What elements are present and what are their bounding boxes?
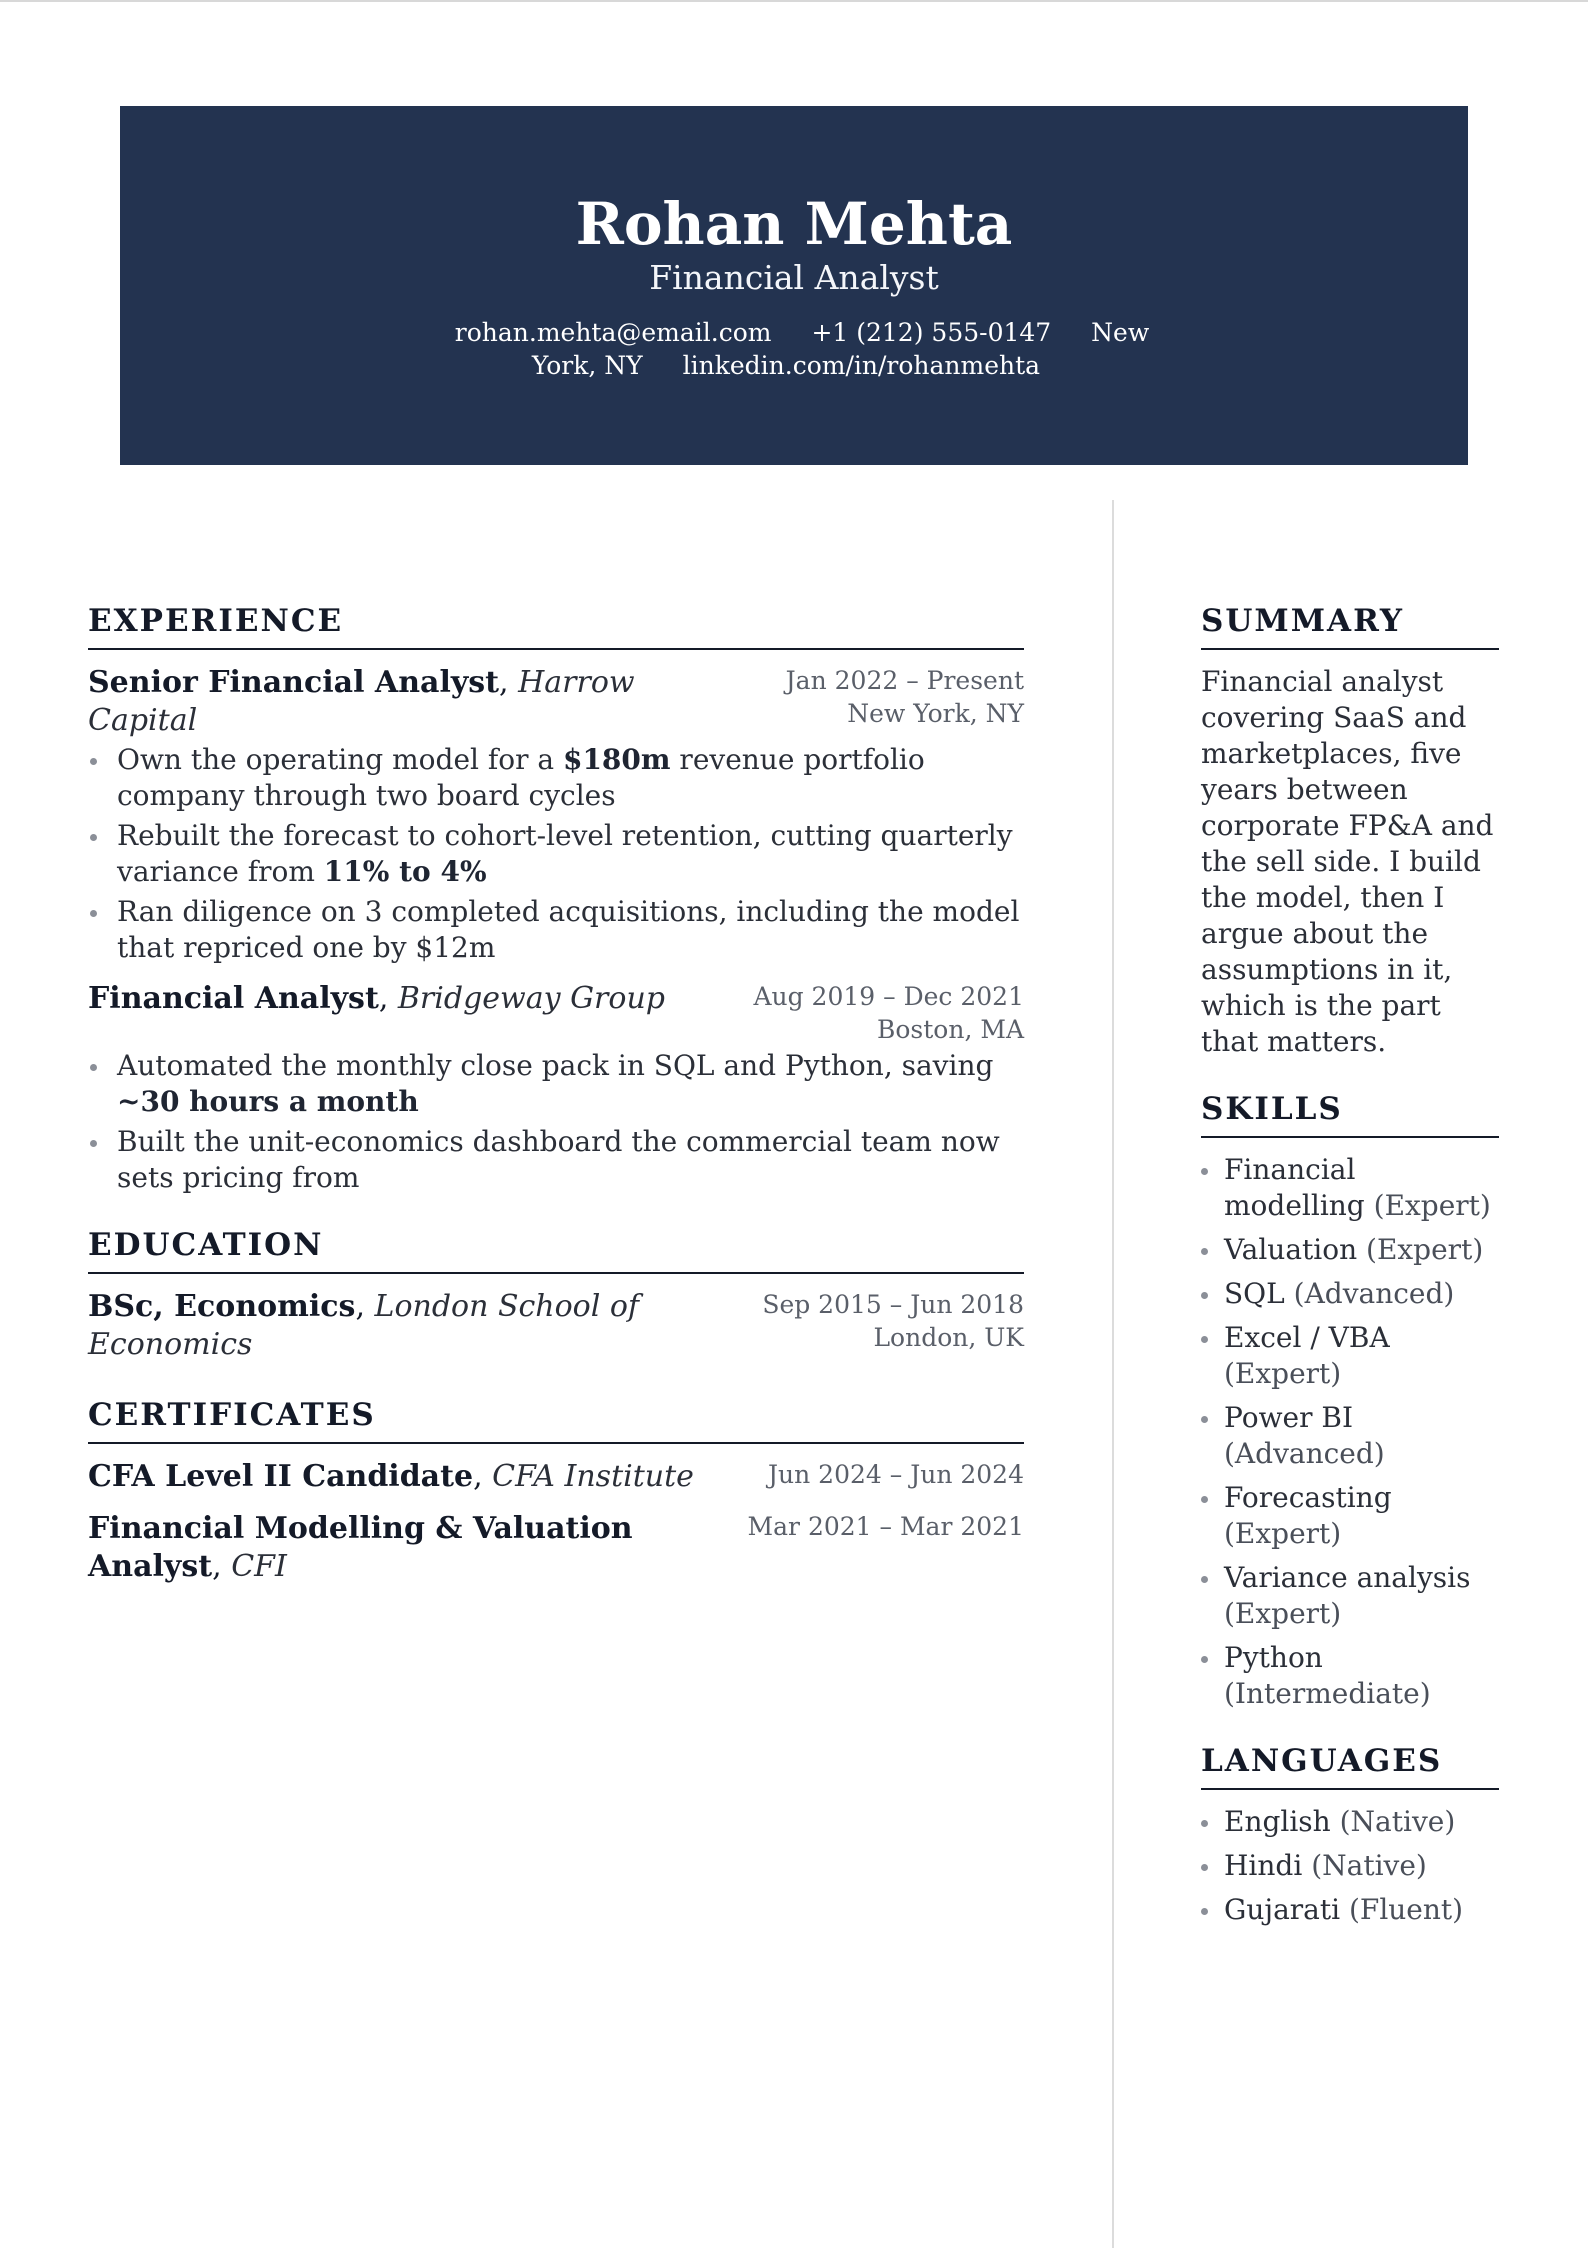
entry-role: CFA Level II Candidate, CFA Institute: [88, 1459, 694, 1494]
skill-item: Financial modelling (Expert): [1201, 1152, 1501, 1224]
entry-meta: [786, 664, 1024, 730]
certificates-heading: CERTIFICATES: [88, 1394, 1024, 1444]
job-company: Harrow Capital: [88, 665, 635, 738]
entry-role: Financial Modelling & Valuation Analyst, CFI: [88, 1511, 633, 1584]
cert-name: Financial Modelling & Valuation Analyst: [88, 1511, 633, 1584]
job-bullets: [88, 1048, 1024, 1196]
bullet-item: Automated the monthly close pack in SQL and Python, saving ~30 hours a month: [88, 1048, 1024, 1120]
entry-meta: [768, 1458, 1024, 1491]
top-rule: [0, 0, 1588, 2]
language-item: Gujarati (Fluent): [1201, 1892, 1501, 1928]
entry-meta: [748, 1510, 1024, 1543]
job-role: Financial Analyst: [88, 981, 379, 1016]
skills-list: [1201, 1152, 1501, 1712]
bullet-item: Ran diligence on 3 completed acquisitions, including the model that repriced one by $12m: [88, 894, 1024, 966]
skill-item: Valuation (Expert): [1201, 1232, 1501, 1268]
job-role: Senior Financial Analyst: [88, 665, 500, 700]
experience-entry: [88, 980, 1024, 1196]
edu-location: London, UK: [873, 1323, 1024, 1352]
contact-linkedin[interactable]: linkedin.com/in/rohanmehta: [682, 351, 1041, 380]
language-item: Hindi (Native): [1201, 1848, 1501, 1884]
side-column: [1201, 600, 1501, 1956]
column-divider: [1112, 500, 1114, 2248]
main-column: [88, 600, 1024, 1586]
skill-item: Forecasting (Expert): [1201, 1480, 1501, 1552]
experience-heading: EXPERIENCE: [88, 600, 1024, 650]
experience-entry: [88, 664, 1024, 966]
skill-item: Excel / VBA (Expert): [1201, 1320, 1501, 1392]
languages-heading: LANGUAGES: [1201, 1740, 1499, 1790]
certificate-entry: [88, 1510, 1024, 1586]
skill-item: Python (Intermediate): [1201, 1640, 1501, 1712]
resume-header: [120, 106, 1468, 465]
edu-degree: BSc, Economics: [88, 1289, 356, 1324]
edu-school: London School of Economics: [88, 1289, 640, 1362]
candidate-name: Rohan Mehta: [575, 190, 1013, 258]
candidate-title: Financial Analyst: [649, 258, 939, 297]
entry-role: Financial Analyst, Bridgeway Group: [88, 981, 665, 1016]
job-bullets: [88, 742, 1024, 966]
skill-item: Power BI (Advanced): [1201, 1400, 1501, 1472]
skill-item: Variance analysis (Expert): [1201, 1560, 1501, 1632]
job-company: Bridgeway Group: [397, 981, 665, 1016]
summary-heading: SUMMARY: [1201, 600, 1499, 650]
certificate-entry: [88, 1458, 1024, 1496]
cert-dates: Jun 2024 – Jun 2024: [768, 1460, 1024, 1489]
job-location: Boston, MA: [877, 1015, 1024, 1044]
skills-heading: SKILLS: [1201, 1088, 1499, 1138]
cert-name: CFA Level II Candidate: [88, 1459, 474, 1494]
contact-email[interactable]: rohan.mehta@email.com: [454, 318, 772, 347]
cert-issuer: CFI: [231, 1549, 287, 1584]
languages-list: [1201, 1804, 1501, 1928]
cert-dates: Mar 2021 – Mar 2021: [747, 1512, 1024, 1541]
summary-text: Financial analyst covering SaaS and marketplaces, five years between corporate FP&A and the sell side. I build the model, then I argue about the assumptions in it, which is the part that matters.: [1201, 665, 1494, 1058]
contact-location: New York, NY: [531, 318, 1150, 380]
bullet-item: Rebuilt the forecast to cohort-level retention, cutting quarterly variance from 11% to 4%: [88, 818, 1024, 890]
entry-role: BSc, Economics, London School of Economics: [88, 1289, 640, 1362]
bullet-item: Own the operating model for a $180m revenue portfolio company through two board cycles: [88, 742, 1024, 814]
entry-role: Senior Financial Analyst, Harrow Capital: [88, 665, 635, 738]
contact-line: [420, 316, 1168, 382]
job-location: New York, NY: [847, 699, 1024, 728]
bullet-item: Built the unit-economics dashboard the commercial team now sets pricing from: [88, 1124, 1024, 1196]
job-dates: Aug 2019 – Dec 2021: [753, 982, 1024, 1011]
entry-meta: [762, 1288, 1024, 1354]
entry-meta: [753, 980, 1024, 1046]
language-item: English (Native): [1201, 1804, 1501, 1840]
education-heading: EDUCATION: [88, 1224, 1024, 1274]
cert-issuer: CFA Institute: [492, 1459, 694, 1494]
education-entry: [88, 1288, 1024, 1364]
job-dates: Jan 2022 – Present: [785, 666, 1024, 695]
skill-item: SQL (Advanced): [1201, 1276, 1501, 1312]
edu-dates: Sep 2015 – Jun 2018: [762, 1290, 1024, 1319]
contact-phone[interactable]: +1 (212) 555-0147: [811, 318, 1052, 347]
